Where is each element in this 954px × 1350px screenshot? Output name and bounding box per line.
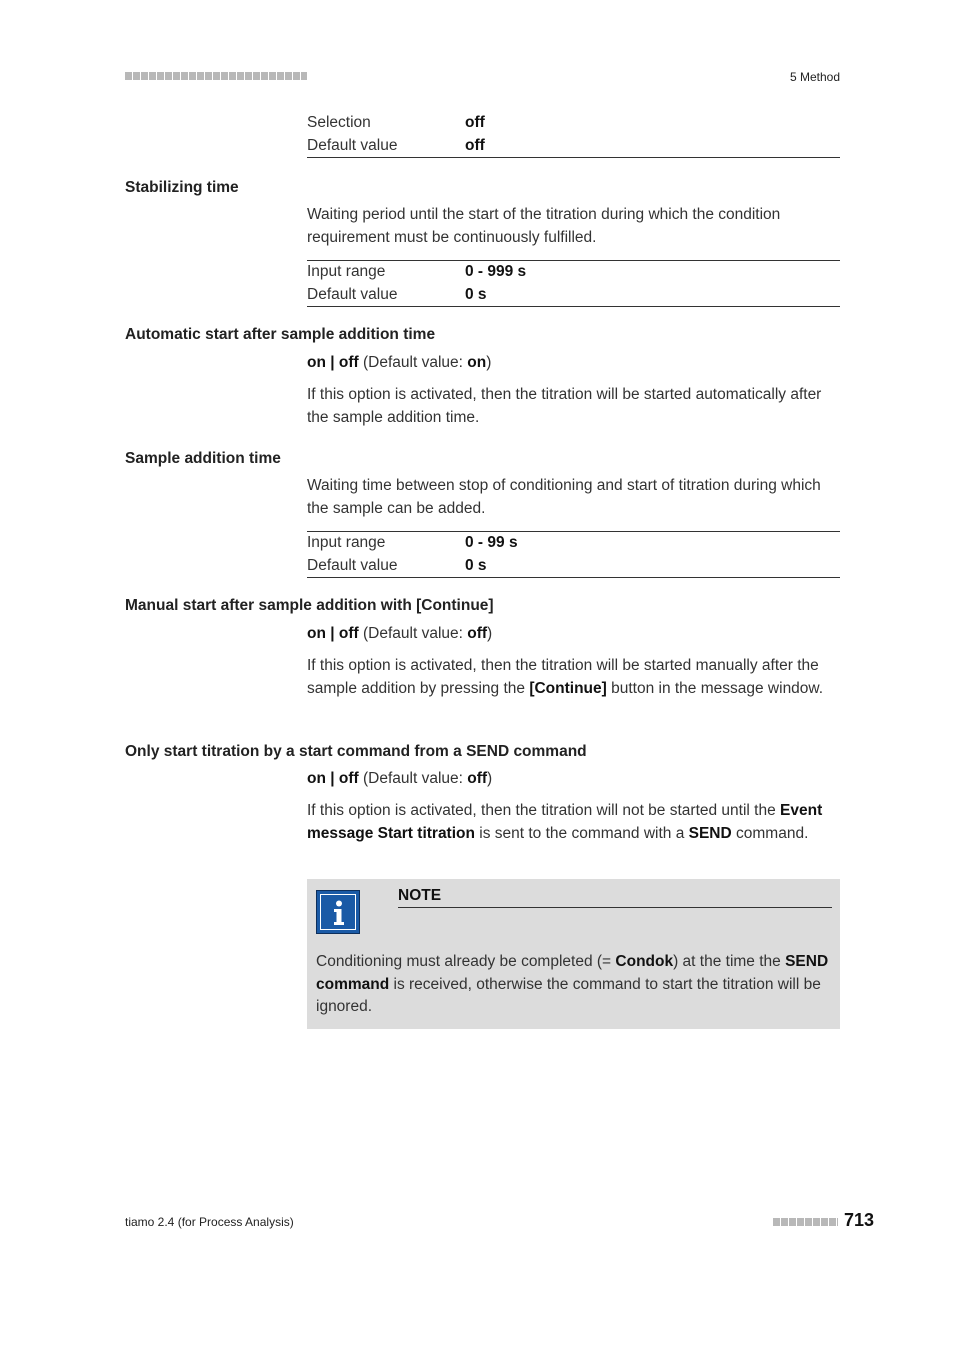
note-title: NOTE — [398, 887, 832, 908]
option-separator: | — [325, 354, 339, 371]
option-off: off — [338, 770, 359, 787]
table-row-value: 0 - 999 s — [465, 263, 527, 280]
stabilizing-time-description: Waiting period until the start of the titration during which the condition requirement must be continuously fulfilled. — [307, 206, 781, 246]
default-value: off — [467, 625, 488, 642]
sample-addition-time-heading: Sample addition time — [125, 450, 281, 467]
event-message-reference: Event message Start titration — [307, 802, 823, 842]
table-row — [307, 135, 840, 158]
table-row — [307, 532, 840, 555]
desc-text: If this option is activated, then the titration will not be started until the — [307, 802, 781, 819]
sample-addition-time-table — [307, 531, 840, 578]
stabilizing-time-table — [307, 260, 840, 307]
note-text-part: is received, otherwise the command to start the titration will be ignored. — [316, 975, 821, 1015]
automatic-start-options — [307, 352, 840, 375]
table-row — [307, 112, 840, 135]
manual-start-heading: Manual start after sample addition with [Continue] — [125, 597, 494, 614]
default-prefix: (Default value: — [358, 354, 468, 371]
table-row-label: Selection — [307, 114, 371, 131]
table-row — [307, 555, 840, 578]
header-decoration-dots — [125, 72, 307, 80]
send-start-options — [307, 768, 840, 791]
note-text-part: Conditioning must already be completed (= — [316, 953, 616, 970]
info-icon — [316, 890, 360, 934]
table-row — [307, 261, 840, 284]
table-row-label: Input range — [307, 534, 386, 551]
table-row-label: Default value — [307, 285, 398, 303]
option-off: off — [338, 354, 359, 371]
option-separator: | — [325, 770, 339, 787]
default-suffix: ) — [486, 354, 492, 371]
stabilizing-time-heading: Stabilizing time — [125, 179, 239, 196]
automatic-start-description: If this option is activated, then the titration will be started automatically after the sample addition time. — [307, 386, 822, 426]
desc-text: button in the message window. — [606, 679, 824, 697]
send-start-description — [307, 800, 840, 845]
selection-table — [307, 112, 840, 158]
desc-text: is sent to the command with a — [474, 824, 689, 842]
default-value: off — [467, 770, 488, 787]
desc-text: If this option is activated, then the titration will be started manually after the sample addition by pressing the — [307, 657, 819, 697]
table-row-value: 0 - 99 s — [465, 534, 518, 551]
table-row-value: off — [465, 114, 485, 131]
table-row-value: 0 s — [465, 556, 487, 574]
option-separator: | — [325, 625, 339, 642]
footer-decoration-dots — [773, 1218, 838, 1226]
manual-start-options — [307, 623, 840, 646]
default-suffix: ) — [487, 625, 493, 642]
table-row-value: off — [465, 136, 485, 154]
manual-start-description — [307, 655, 840, 700]
note-box — [307, 879, 840, 1029]
option-on: on — [307, 354, 326, 371]
default-prefix: (Default value: — [358, 770, 468, 787]
table-row-label: Default value — [307, 556, 398, 574]
automatic-start-heading: Automatic start after sample addition time — [125, 326, 436, 343]
continue-button-reference: [Continue] — [529, 679, 607, 697]
send-command-reference: SEND command — [316, 953, 829, 993]
note-text-part: ) at the time the — [673, 953, 786, 970]
option-off: off — [338, 625, 359, 642]
header-section-title: 5 Method — [789, 70, 840, 84]
note-text — [316, 951, 831, 1019]
desc-text: command. — [731, 824, 809, 842]
page-number: 713 — [844, 1210, 875, 1230]
option-on: on — [307, 770, 326, 787]
condok-reference: Condok — [615, 953, 674, 970]
table-row-label: Input range — [307, 263, 386, 280]
send-start-heading: Only start titration by a start command from a SEND command — [125, 743, 587, 760]
footer-product-name: tiamo 2.4 (for Process Analysis) — [125, 1215, 294, 1229]
option-on: on — [307, 625, 326, 642]
sample-addition-time-description: Waiting time between stop of conditioning and start of titration during which the sample can be added. — [307, 477, 821, 517]
table-row — [307, 284, 840, 307]
send-reference: SEND — [688, 824, 732, 842]
table-row-value: 0 s — [465, 285, 487, 303]
default-value: on — [467, 354, 487, 371]
table-row-label: Default value — [307, 136, 398, 154]
default-prefix: (Default value: — [358, 625, 468, 642]
default-suffix: ) — [487, 770, 493, 787]
